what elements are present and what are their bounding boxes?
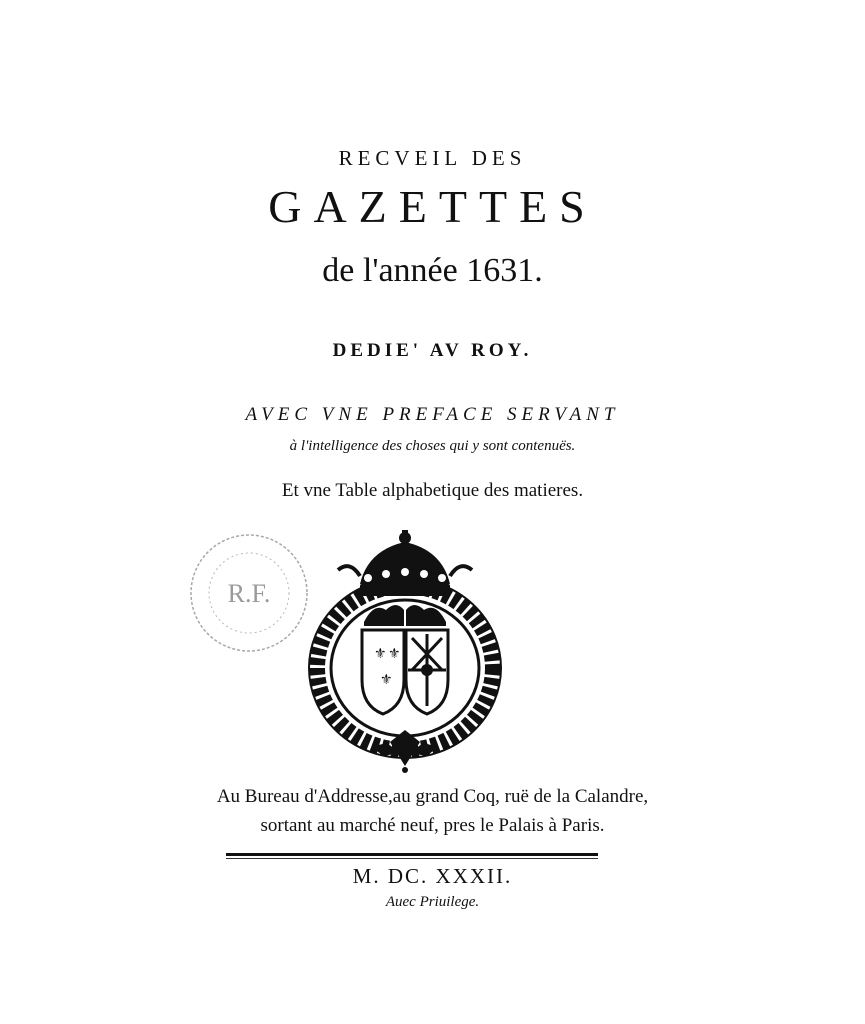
library-stamp	[186, 530, 312, 656]
title-line-year: de l'année 1631.	[322, 252, 543, 289]
dedication-line: DEDIE' AV ROY.	[332, 340, 533, 361]
publication-year: M. DC. XXXII.	[352, 864, 513, 888]
title-line-gazettes: GAZETTES	[268, 181, 597, 232]
privilege-line: Auec Priuilege.	[385, 894, 480, 910]
preface-line-2: à l'intelligence des choses qui y sont contenuës.	[289, 438, 576, 454]
table-line: Et vne Table alphabetique des matieres.	[281, 480, 584, 501]
shield-navarre-icon	[406, 630, 448, 714]
small-crowns	[364, 605, 446, 626]
divider-rule	[226, 853, 598, 856]
divider-rule-thin	[226, 858, 598, 859]
royal-coat-of-arms	[298, 530, 512, 774]
svg-text:⚜: ⚜	[388, 647, 401, 662]
stamp-monogram: R.F.	[227, 579, 271, 608]
imprint-line-1: Au Bureau d'Addresse,au grand Coq, ruë de la Calandre,	[216, 786, 649, 807]
imprint-line-2: sortant au marché neuf, pres le Palais à Paris.	[260, 815, 605, 836]
svg-text:⚜: ⚜	[380, 673, 393, 688]
shield-france-icon	[362, 630, 404, 714]
order-pendant	[374, 730, 436, 773]
preface-line-1: AVEC VNE PREFACE SERVANT	[245, 404, 620, 425]
svg-text:⚜: ⚜	[374, 647, 387, 662]
title-line-recueil: RECVEIL DES	[338, 146, 527, 170]
